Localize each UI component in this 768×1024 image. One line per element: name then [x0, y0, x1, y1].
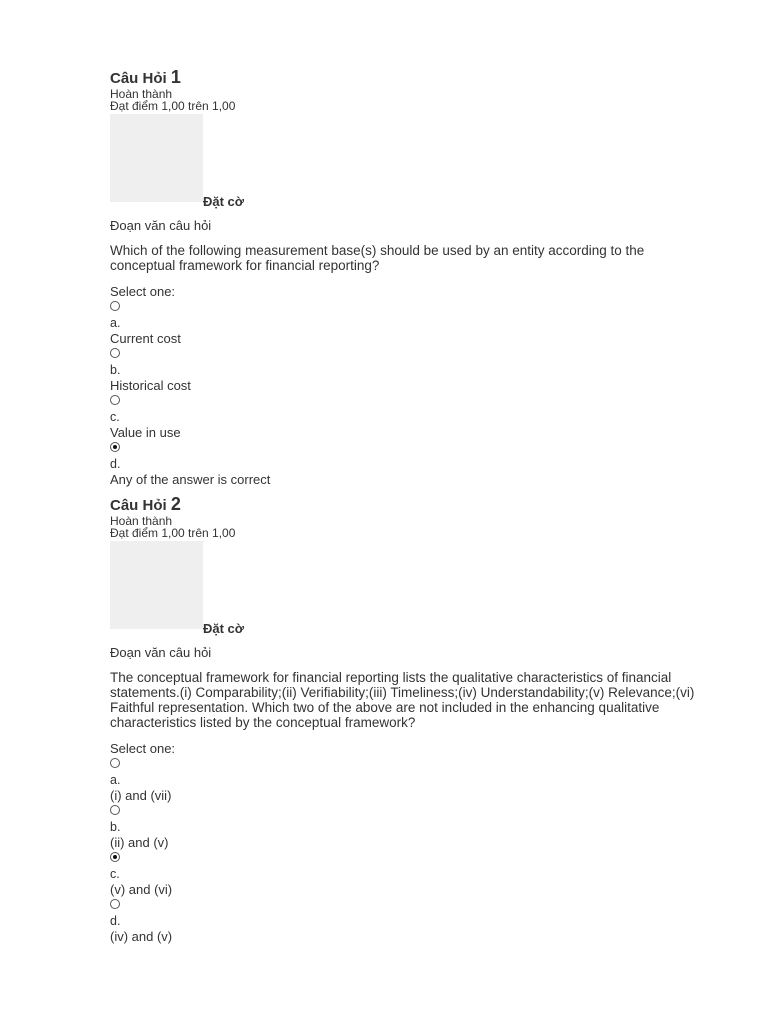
flag-question-link[interactable]: Đặt cờ [203, 194, 245, 209]
answer-option[interactable] [110, 442, 710, 487]
question-2 [110, 495, 710, 944]
option-text[interactable]: Any of the answer is correct [110, 472, 271, 487]
question-title [110, 495, 710, 515]
option-text[interactable]: (iv) and (v) [110, 929, 173, 944]
radio-icon[interactable] [110, 301, 120, 311]
option-text[interactable]: Current cost [110, 331, 181, 346]
option-text[interactable]: Value in use [110, 425, 181, 440]
answer-option[interactable] [110, 805, 710, 850]
answer-option[interactable] [110, 899, 710, 944]
radio-selected-icon[interactable] [110, 852, 120, 862]
question-1 [110, 68, 710, 487]
option-letter: d. [110, 457, 121, 471]
option-letter: c. [110, 867, 120, 881]
flag-image[interactable] [110, 541, 203, 629]
question-grade: Đạt điểm 1,00 trên 1,00 [110, 526, 236, 540]
options-list [110, 758, 710, 944]
question-text-label: Đoạn văn câu hỏi [110, 218, 212, 233]
answer-option[interactable] [110, 852, 710, 897]
radio-icon[interactable] [110, 758, 120, 768]
question-status: Hoàn thành [110, 514, 173, 528]
option-text[interactable]: (v) and (vi) [110, 882, 173, 897]
question-title [110, 68, 710, 88]
answer-option[interactable] [110, 301, 710, 346]
select-one-label: Select one: [110, 741, 176, 756]
flag-image[interactable] [110, 114, 203, 202]
option-letter: a. [110, 316, 121, 330]
option-letter: b. [110, 820, 121, 834]
option-letter: c. [110, 410, 120, 424]
question-text-label: Đoạn văn câu hỏi [110, 645, 212, 660]
answer-option[interactable] [110, 348, 710, 393]
option-letter: d. [110, 914, 121, 928]
option-letter: a. [110, 773, 121, 787]
option-text[interactable]: Historical cost [110, 378, 191, 393]
radio-selected-icon[interactable] [110, 442, 120, 452]
answer-option[interactable] [110, 758, 710, 803]
question-number: 1 [170, 67, 181, 87]
radio-icon[interactable] [110, 805, 120, 815]
flag-area [110, 539, 710, 641]
option-letter: b. [110, 363, 121, 377]
question-text: The conceptual framework for financial reporting lists the qualitative characteristics of financial statements.(i) Comparability;(ii) Verifiability;(iii) Timeliness;(iv) Understandability;(v) Relevance;(vi) Faithful representation. Which two of the above are not included in the enhancing qualitative characteristics listed by the conceptual framework? [110, 670, 695, 730]
question-title-label: Câu Hỏi [110, 497, 167, 514]
radio-icon[interactable] [110, 348, 120, 358]
radio-icon[interactable] [110, 395, 120, 405]
answer-option[interactable] [110, 395, 710, 440]
radio-icon[interactable] [110, 899, 120, 909]
flag-area [110, 112, 710, 214]
question-text: Which of the following measurement base(s) should be used by an entity according to the conceptual framework for financial reporting? [110, 243, 645, 273]
question-title-label: Câu Hỏi [110, 70, 167, 87]
question-status: Hoàn thành [110, 87, 173, 101]
options-list [110, 301, 710, 487]
option-text[interactable]: (i) and (vii) [110, 788, 172, 803]
question-number: 2 [170, 494, 181, 514]
question-grade: Đạt điểm 1,00 trên 1,00 [110, 99, 236, 113]
select-one-label: Select one: [110, 284, 176, 299]
option-text[interactable]: (ii) and (v) [110, 835, 169, 850]
flag-question-link[interactable]: Đặt cờ [203, 621, 245, 636]
